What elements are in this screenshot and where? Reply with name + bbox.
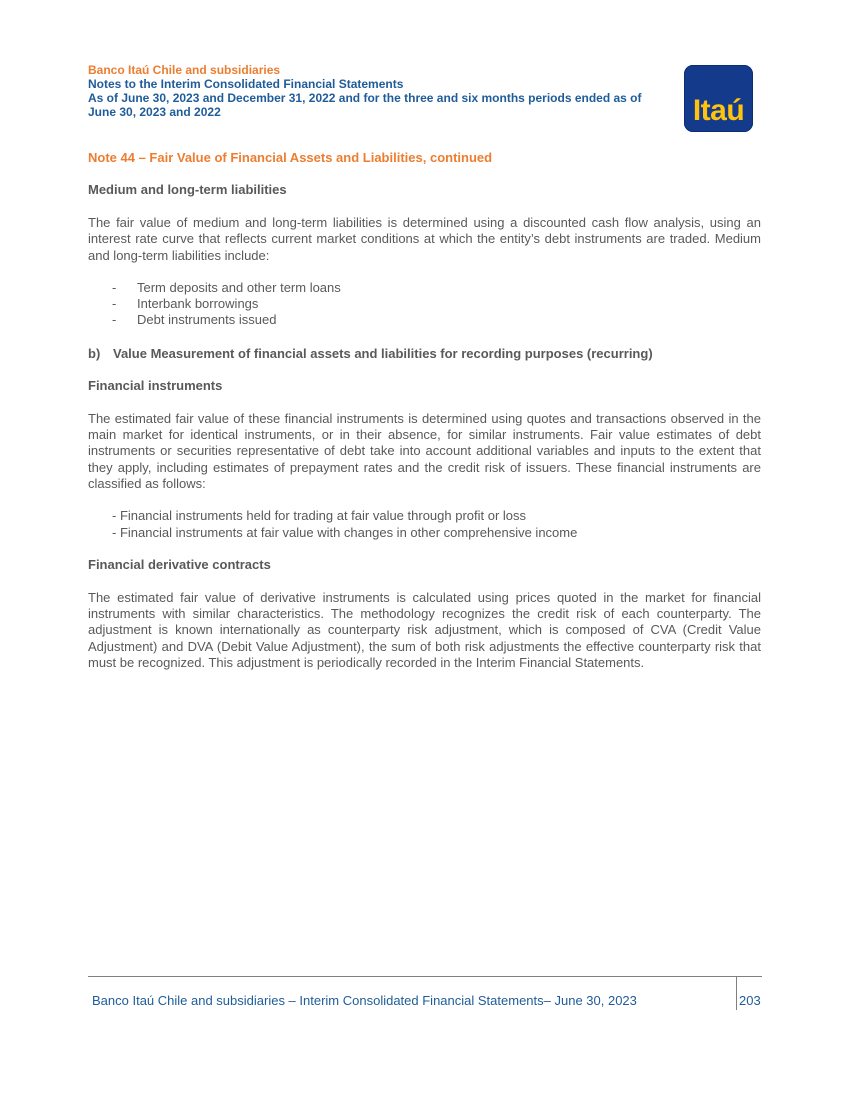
note-title: Note 44 – Fair Value of Financial Assets and Liabilities, continued bbox=[88, 150, 493, 165]
header-statement-title: Notes to the Interim Consolidated Financial Statements bbox=[88, 77, 404, 91]
footer-text: Banco Itaú Chile and subsidiaries – Interim Consolidated Financial Statements– June 30, 2023 bbox=[92, 993, 637, 1008]
page-number: 203 bbox=[739, 993, 761, 1008]
list-item: - Interbank borrowings bbox=[88, 296, 761, 312]
footer-page-divider bbox=[736, 976, 737, 1010]
itau-logo bbox=[684, 65, 753, 132]
financial-instruments-paragraph: The estimated fair value of these financial instruments is determined using quotes and transactions observed in the main market for identical instruments, or in their absence, for similar instruments. Fair value estimates of debt instruments or securities representative of debt take into account additional variables and inputs to the extent that they apply, including estimates of prepayment rates and the credit risk of issuers. These financial instruments are classified as follows: bbox=[88, 410, 761, 491]
medium-long-term-paragraph: The fair value of medium and long-term liabilities is determined using a discounted cash flow analysis, using an interest rate curve that reflects current market conditions at which the entity’s debt instruments are traded. Medium and long-term liabilities include: bbox=[88, 215, 761, 263]
value-measurement-title bbox=[88, 346, 761, 362]
list-item: - Financial instruments held for trading at fair value through profit or loss bbox=[112, 508, 527, 524]
value-measurement-title-text: Value Measurement of financial assets and liabilities for recording purposes (recurring) bbox=[113, 345, 653, 361]
document-header bbox=[88, 63, 678, 119]
financial-instruments-heading: Financial instruments bbox=[88, 377, 223, 393]
derivative-contracts-paragraph: The estimated fair value of derivative instruments is calculated using prices quoted in the market for financial instruments with similar characteristics. The methodology recognizes the credit risk of each counterparty. The adjustment is known internationally as counterparty risk adjustment, which is composed of CVA (Credit Value Adjustment) and DVA (Debit Value Adjustment), the sum of both risk adjustments the effective counterparty risk that must be recognized. This adjustment is periodically recorded in the Interim Financial Statements. bbox=[88, 589, 761, 671]
instrument-classification-list bbox=[88, 508, 761, 541]
logo-wordmark: Itaú bbox=[692, 94, 745, 127]
liabilities-list bbox=[88, 280, 761, 329]
header-period-line-1: As of June 30, 2023 and December 31, 2022 and for the three and six months periods ended as of bbox=[88, 91, 642, 105]
medium-long-term-heading: Medium and long-term liabilities bbox=[88, 182, 287, 197]
footer-divider bbox=[88, 976, 762, 977]
page-content bbox=[88, 150, 761, 687]
list-item: - Term deposits and other term loans bbox=[88, 280, 761, 296]
derivative-contracts-heading: Financial derivative contracts bbox=[88, 556, 271, 572]
list-item: - Financial instruments at fair value with changes in other comprehensive income bbox=[112, 524, 578, 540]
header-company-name: Banco Itaú Chile and subsidiaries bbox=[88, 63, 281, 77]
list-item: - Debt instruments issued bbox=[88, 312, 761, 328]
header-period-line-2: June 30, 2023 and 2022 bbox=[88, 105, 221, 119]
section-marker: b) bbox=[88, 345, 101, 361]
